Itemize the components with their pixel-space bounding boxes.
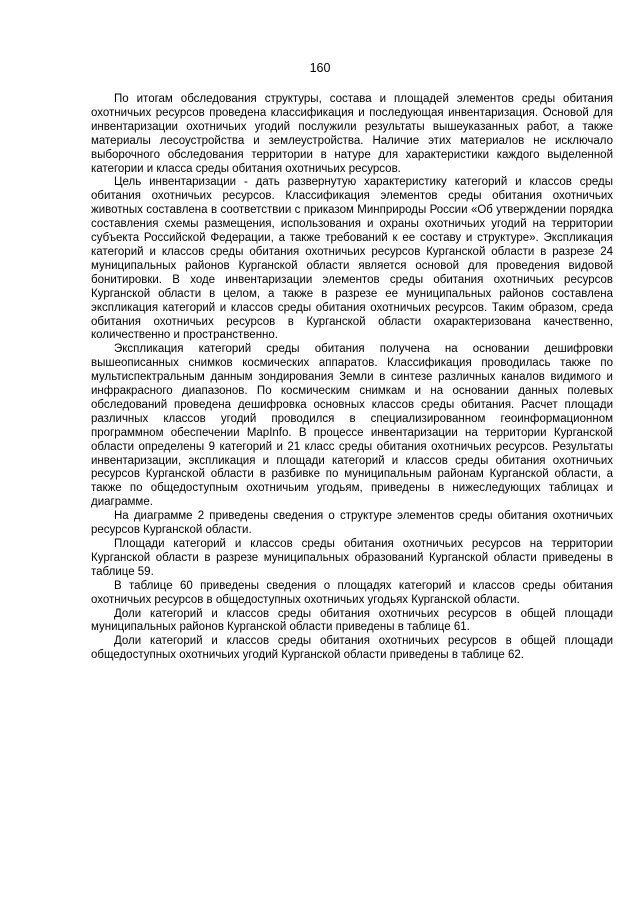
paragraph-explication-method: Экспликация категорий среды обитания получена на основании дешифровки вышеописанных снимков космических аппаратов. Классификация проводилась также по мультиспектральным данным зондирования Земли в синтезе различных каналов видимого и инфракрасного диапазонов. По космическим снимкам и на основании данных полевых обследований проведена дешифровка основных классов среды обитания. Расчет площади различных классов угодий проводился в специализированном геоинформационном программном обеспечении MapInfo. В процессе инвентаризации на территории Курганской области определены 9 категорий и 21 класс среды обитания охотничьих ресурсов. Результаты инвентаризации, экспликация и площади категорий и классов среды обитания охотничьих ресурсов Курганской области в разбивке по муниципальным районам Курганской области, а также по общедоступным охотничьим угодьям, приведены в нижеследующих таблицах и диаграмме. <box>91 343 613 509</box>
paragraph-classification-summary: По итогам обследования структуры, состава и площадей элементов среды обитания охотничьих ресурсов проведена классификация и последующая инвентаризация. Основой для инвентаризации охотничьих угодий послужили результаты вышеуказанных работ, а также материалы лесоустройства и землеустройства. Наличие этих материалов не исключало выборочного обследования территории в натуре для характеристики каждого выделенной категории и класса среды обитания охотничьих ресурсов. <box>91 93 613 175</box>
paragraph-table-62-reference: Доли категорий и классов среды обитания охотничьих ресурсов в общей площади общедоступных охотничьих угодий Курганской области приведены в таблице 62. <box>91 635 613 662</box>
body-text <box>91 93 613 663</box>
paragraph-inventory-goal: Цель инвентаризации - дать развернутую характеристику категорий и классов среды обитания охотничьих ресурсов. Классификация элементов среды обитания охотничьих животных составлена в соответствии с приказом Минприроды России «Об утверждении порядка составления схемы размещения, использования и охраны охотничьих угодий на территории субъекта Российской Федерации, а также требований к ее составу и структуре». Экспликация категорий и классов среды обитания охотничьих ресурсов Курганской области в разрезе 24 муниципальных районов Курганской области является основой для проведения видовой бонитировки. В ходе инвентаризации элементов среды обитания охотничьих ресурсов Курганской области в целом, а также в разрезе ее муниципальных районов составлена экспликация категорий и классов среды обитания охотничьих ресурсов. Таким образом, среда обитания охотничьих ресурсов в Курганской области охарактеризована качественно, количественно и пространственно. <box>91 176 613 342</box>
paragraph-table-61-reference: Доли категорий и классов среды обитания охотничьих ресурсов в общей площади муниципальных районов Курганской области приведены в таблице 61. <box>91 607 613 634</box>
paragraph-diagram-reference: На диаграмме 2 приведены сведения о структуре элементов среды обитания охотничьих ресурсов Курганской области. <box>91 510 613 537</box>
paragraph-table-60-reference: В таблице 60 приведены сведения о площадях категорий и классов среды обитания охотничьих ресурсов в общедоступных охотничьих угодьях Курганской области. <box>91 579 613 606</box>
page-number: 160 <box>309 61 331 75</box>
paragraph-table-59-reference: Площади категорий и классов среды обитания охотничьих ресурсов на территории Курганской области в разрезе муниципальных образований Курганской области приведены в таблице 59. <box>91 538 613 578</box>
